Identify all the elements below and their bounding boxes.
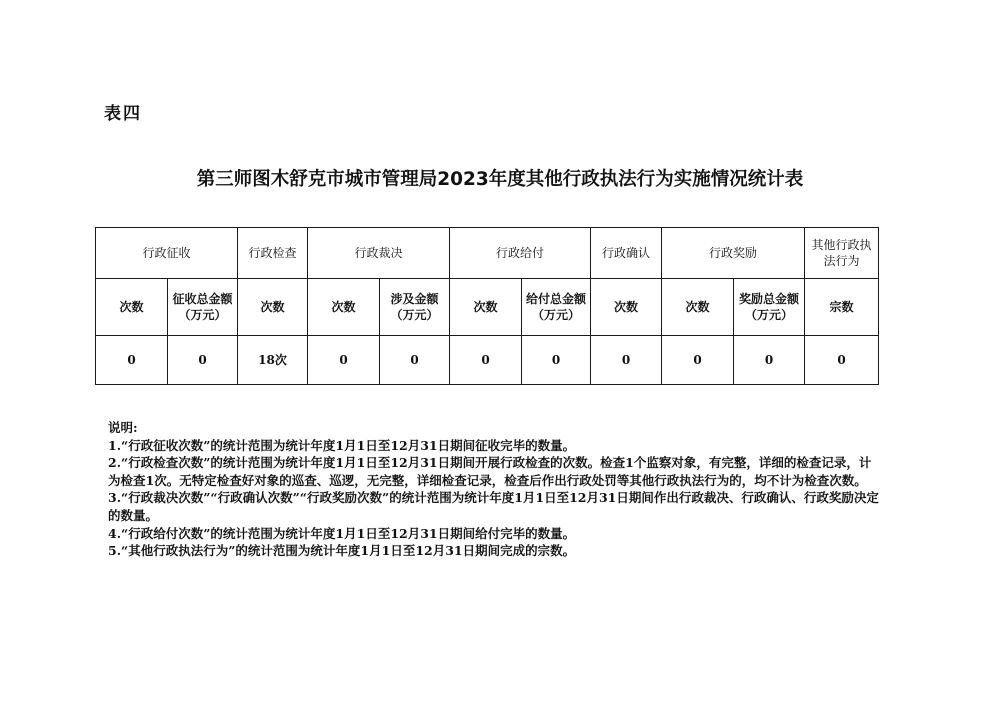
value-payment-amount: 0: [522, 336, 591, 385]
sub-levy-amount: 征收总金额（万元）: [168, 279, 238, 336]
header-reward: 行政奖励: [662, 228, 805, 279]
sub-levy-count: 次数: [96, 279, 168, 336]
sub-reward-count: 次数: [662, 279, 734, 336]
value-reward-count: 0: [662, 336, 734, 385]
value-payment-count: 0: [450, 336, 522, 385]
notes-section: [108, 419, 880, 560]
notes-heading: 说明:: [108, 420, 138, 435]
sub-other-cases: 宗数: [805, 279, 879, 336]
note-item-3: 3.“行政裁决次数”“行政确认次数”“行政奖励次数”的统计范围为统计年度1月1日至12月31日期间作出行政裁决、行政确认、行政奖励决定的数量。: [108, 490, 879, 523]
value-other-cases: 0: [805, 336, 879, 385]
page-title: 第三师图木舒克市城市管理局2023年度其他行政执法行为实施情况统计表: [196, 169, 804, 190]
statistics-table: [95, 227, 879, 385]
value-confirmation-count: 0: [591, 336, 662, 385]
table-number-label: 表四: [104, 104, 142, 124]
table-subheader-row: [96, 279, 879, 336]
sub-confirmation-count: 次数: [591, 279, 662, 336]
value-ruling-count: 0: [308, 336, 380, 385]
note-item-4: 4.“行政给付次数”的统计范围为统计年度1月1日至12月31日期间给付完毕的数量。: [108, 525, 576, 541]
sub-ruling-amount: 涉及金额（万元）: [380, 279, 450, 336]
header-confirmation: 行政确认: [591, 228, 662, 279]
header-ruling: 行政裁决: [308, 228, 450, 279]
note-item-2: 2.“行政检查次数”的统计范围为统计年度1月1日至12月31日期间开展行政检查的次数。检查1个监察对象，有完整，详细的检查记录，计为检查1次。无特定检查好对象的巡查、巡逻，无完整，详细检查记录，检查后作出行政处罚等其他行政执法行为的，均不计为检查次数。: [108, 455, 872, 488]
table-group-header-row: [96, 228, 879, 279]
header-inspection: 行政检查: [238, 228, 308, 279]
note-item-5: 5.“其他行政执法行为”的统计范围为统计年度1月1日至12月31日期间完成的宗数。: [108, 543, 576, 559]
header-other: 其他行政执法行为: [805, 228, 879, 279]
header-payment: 行政给付: [450, 228, 591, 279]
value-levy-amount: 0: [168, 336, 238, 385]
sub-reward-amount: 奖励总金额（万元）: [734, 279, 805, 336]
value-ruling-amount: 0: [380, 336, 450, 385]
sub-inspection-count: 次数: [238, 279, 308, 336]
table-row: [96, 336, 879, 385]
sub-payment-count: 次数: [450, 279, 522, 336]
header-levy: 行政征收: [96, 228, 238, 279]
value-inspection-count: 18次: [238, 336, 308, 385]
value-levy-count: 0: [96, 336, 168, 385]
value-reward-amount: 0: [734, 336, 805, 385]
sub-payment-amount: 给付总金额（万元）: [522, 279, 591, 336]
sub-ruling-count: 次数: [308, 279, 380, 336]
note-item-1: 1.“行政征收次数”的统计范围为统计年度1月1日至12月31日期间征收完毕的数量。: [108, 437, 576, 453]
